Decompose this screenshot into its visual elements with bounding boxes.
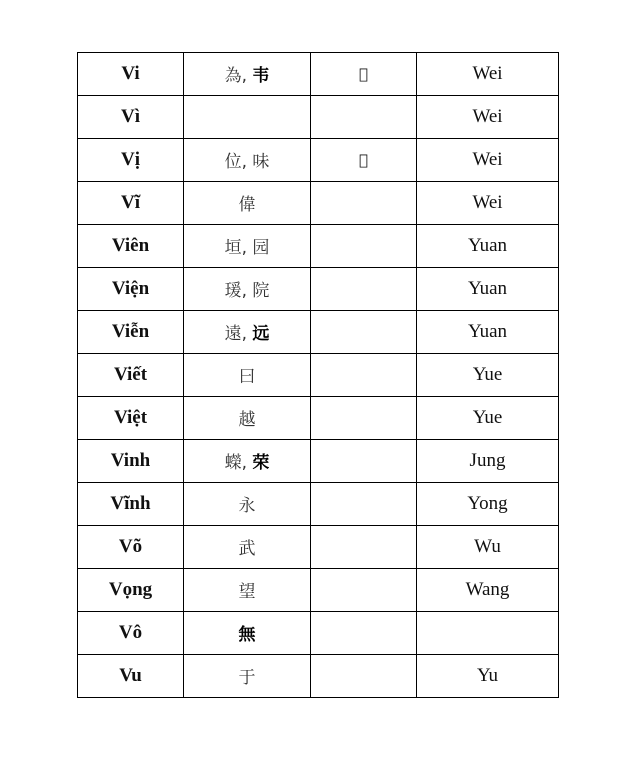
pinyin-cell: Wei xyxy=(417,96,559,139)
vietnamese-cell: Viết xyxy=(78,354,184,397)
nom-character-cell xyxy=(311,440,417,483)
nom-character-cell xyxy=(311,268,417,311)
vietnamese-cell: Võ xyxy=(78,526,184,569)
han-character-cell xyxy=(184,655,311,698)
nom-character-text: 𬂙 xyxy=(358,151,368,169)
han-character-cell xyxy=(184,526,311,569)
vietnamese-cell: Vĩnh xyxy=(78,483,184,526)
han-character-cell xyxy=(184,397,311,440)
han-character-text: 蠑, xyxy=(224,453,247,473)
pinyin-cell: Yuan xyxy=(417,268,559,311)
vietnamese-cell: Vì xyxy=(78,96,184,139)
han-character-cell xyxy=(184,96,311,139)
table-row xyxy=(78,440,559,483)
nom-character-cell xyxy=(311,225,417,268)
vietnamese-cell: Vi xyxy=(78,53,184,96)
table-row xyxy=(78,268,559,311)
han-character-cell xyxy=(184,139,311,182)
han-character-cell xyxy=(184,268,311,311)
nom-character-cell xyxy=(311,397,417,440)
table-row xyxy=(78,182,559,225)
table-row xyxy=(78,483,559,526)
han-character-cell xyxy=(184,354,311,397)
han-character-text: 永 xyxy=(238,496,256,516)
han-character-text: 偉 xyxy=(238,195,256,215)
nom-character-cell xyxy=(311,182,417,225)
vietnamese-cell: Vô xyxy=(78,612,184,655)
pinyin-cell: Yuan xyxy=(417,311,559,354)
nom-character-cell xyxy=(311,655,417,698)
pinyin-cell: Wei xyxy=(417,139,559,182)
han-character-cell xyxy=(184,569,311,612)
han-character-cell xyxy=(184,440,311,483)
vietnamese-cell: Vinh xyxy=(78,440,184,483)
pinyin-cell: Yong xyxy=(417,483,559,526)
vietnamese-cell: Viễn xyxy=(78,311,184,354)
vietnamese-cell: Vị xyxy=(78,139,184,182)
pinyin-cell: Wu xyxy=(417,526,559,569)
han-character-text: 垣, 园 xyxy=(224,238,270,258)
pinyin-cell: Yuan xyxy=(417,225,559,268)
table-row xyxy=(78,569,559,612)
pinyin-cell: Jung xyxy=(417,440,559,483)
han-character-text: 遠, xyxy=(224,324,247,344)
table-row xyxy=(78,397,559,440)
han-character-text: 武 xyxy=(238,539,256,559)
table-row xyxy=(78,53,559,96)
pinyin-cell: Yue xyxy=(417,397,559,440)
nom-character-cell xyxy=(311,483,417,526)
table-row xyxy=(78,655,559,698)
table-row xyxy=(78,526,559,569)
nom-character-cell xyxy=(311,526,417,569)
table-row xyxy=(78,96,559,139)
vietnamese-cell: Viện xyxy=(78,268,184,311)
han-character-cell xyxy=(184,612,311,655)
table-row xyxy=(78,139,559,182)
han-character-cell xyxy=(184,53,311,96)
han-character-text: 位, 味 xyxy=(224,152,270,172)
pinyin-cell: Yue xyxy=(417,354,559,397)
nom-character-cell xyxy=(311,569,417,612)
table-row xyxy=(78,354,559,397)
han-character-text: 越 xyxy=(238,410,256,430)
nom-character-cell xyxy=(311,96,417,139)
han-character-text: 望 xyxy=(238,582,256,602)
nom-character-cell xyxy=(311,354,417,397)
vietnamese-cell: Việt xyxy=(78,397,184,440)
pinyin-cell: Wang xyxy=(417,569,559,612)
han-simplified-text: 荣 xyxy=(252,453,270,473)
nom-character-cell xyxy=(311,311,417,354)
han-character-cell xyxy=(184,225,311,268)
han-character-text: 于 xyxy=(238,668,256,688)
han-character-text: 瑗, 院 xyxy=(224,281,270,301)
han-simplified-text: 远 xyxy=(252,324,270,344)
table-row xyxy=(78,612,559,655)
vietnamese-cell: Vọng xyxy=(78,569,184,612)
nom-character-cell xyxy=(311,612,417,655)
pinyin-cell: Yu xyxy=(417,655,559,698)
vietnamese-cell: Vu xyxy=(78,655,184,698)
han-simplified-text: 無 xyxy=(238,625,256,645)
vietnamese-cell: Viên xyxy=(78,225,184,268)
han-character-cell xyxy=(184,311,311,354)
han-character-text: 曰 xyxy=(238,367,256,387)
nom-character-text: 𬂘 xyxy=(358,65,368,83)
nom-character-cell xyxy=(311,53,417,96)
table-row xyxy=(78,225,559,268)
han-character-cell xyxy=(184,182,311,225)
han-character-cell xyxy=(184,483,311,526)
glossary-table xyxy=(77,52,559,698)
pinyin-cell: Wei xyxy=(417,53,559,96)
han-simplified-text: 韦 xyxy=(252,66,270,86)
pinyin-cell: Wei xyxy=(417,182,559,225)
glossary-body xyxy=(78,53,559,698)
nom-character-cell xyxy=(311,139,417,182)
pinyin-cell xyxy=(417,612,559,655)
vietnamese-cell: Vĩ xyxy=(78,182,184,225)
table-row xyxy=(78,311,559,354)
han-character-text: 為, xyxy=(224,66,247,86)
